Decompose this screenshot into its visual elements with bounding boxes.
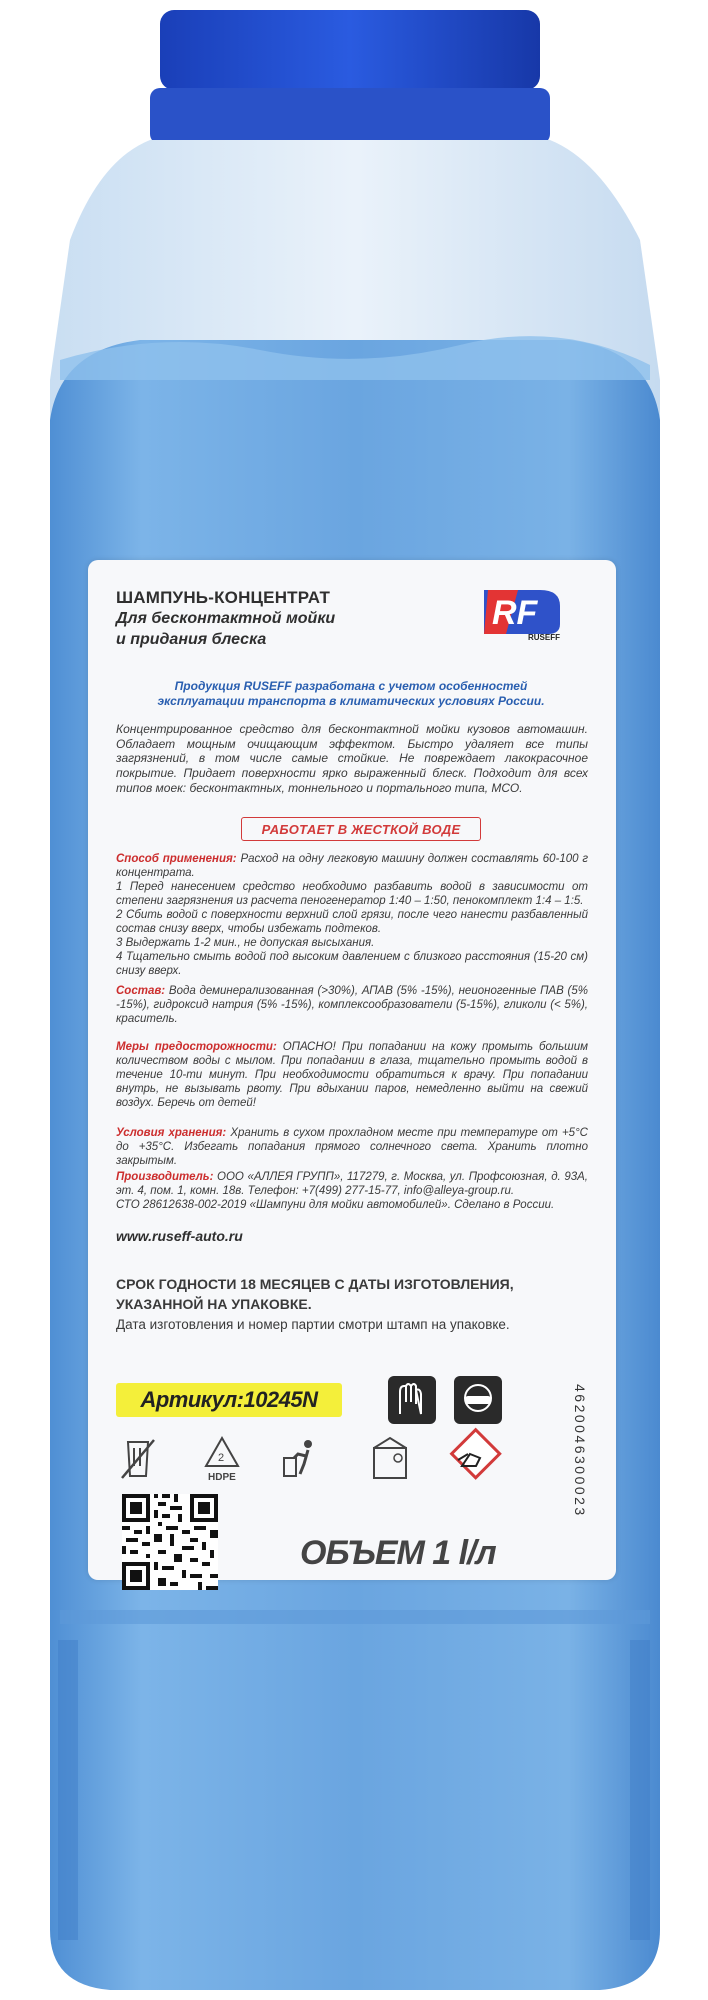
recycle-icon bbox=[200, 1434, 244, 1489]
hard-water-badge: РАБОТАЕТ В ЖЕСТКОЙ ВОДЕ bbox=[241, 817, 481, 841]
volume-text: ОБЪЕМ 1 l/л bbox=[300, 1534, 496, 1572]
recycle-number: 2 bbox=[218, 1452, 225, 1464]
usage-section bbox=[116, 852, 588, 978]
brand-logo bbox=[478, 584, 574, 640]
storage-text: Хранить в сухом прохладном месте при температуре от +5°С до +35°С. Избегать попадания прямого солнечного света. Хранить плотно закрытым. bbox=[116, 1127, 588, 1168]
composition-text: Вода деминерализованная (>30%), АПАВ (5% -15%), неионогенные ПАВ (5% -15%), гидроксид натрия (5% -15%), комплексообразователи (5-15%), гликоли (< 5%), краситель. bbox=[116, 985, 588, 1026]
gloves-icon bbox=[386, 1374, 438, 1431]
product-subtitle-1: Для бесконтактной мойки bbox=[116, 610, 336, 627]
brand-logo-text: RF bbox=[492, 594, 538, 632]
intro-text: Продукция RUSEFF разработана с учетом особенностей эксплуатации транспорта в климатических условиях России. bbox=[157, 679, 545, 708]
composition-heading: Состав: bbox=[116, 985, 166, 997]
manufacturer-standard: СТО 28612638-002-2019 «Шампуни для мойки автомобилей». Сделано в России. bbox=[116, 1199, 555, 1212]
composition-section bbox=[116, 984, 588, 1026]
shelf-life-line-2: УКАЗАННОЙ НА УПАКОВКЕ. bbox=[116, 1296, 312, 1312]
precautions-heading: Меры предосторожности: bbox=[116, 1041, 277, 1053]
usage-heading: Способ применения: bbox=[116, 853, 237, 865]
article-number: Артикул:10245N bbox=[116, 1383, 342, 1417]
no-food-container-icon bbox=[118, 1436, 158, 1487]
website: www.ruseff-auto.ru bbox=[116, 1228, 243, 1244]
manufacturer-heading: Производитель: bbox=[116, 1171, 214, 1183]
manufacturer-text: ООО «АЛЛЕЯ ГРУПП», 117279, г. Москва, ул. Профсоюзная, д. 93А, эт. 4, пом. 1, комн. 18в. Телефон: +7(499) 277-15-77, info@alleya-group.ru. bbox=[116, 1171, 588, 1198]
keep-from-sunlight-icon bbox=[368, 1434, 412, 1485]
dispose-properly-icon bbox=[278, 1434, 326, 1487]
usage-intro: Расход на одну легковую машину должен составлять 60-100 г концентрата. bbox=[116, 853, 589, 880]
shelf-life-line-1: СРОК ГОДНОСТИ 18 МЕСЯЦЕВ С ДАТЫ ИЗГОТОВЛЕНИЯ, bbox=[116, 1276, 514, 1292]
product-subtitle-2: и придания блеска bbox=[116, 631, 267, 648]
corrosive-hazard-icon bbox=[440, 1428, 500, 1493]
product-description: Концентрированное средство для бесконтактной мойки кузовов автомашин. Обладает мощным очищающим эффектом. Быстро удаляет все типы загрязнений, в том числе самые стойкие. Не повреждает лакокрасочное покрытие. Придает поверхности ярко выраженный блеск. Подходит для всех типов моек: бесконтактных, тоннельного и портального типа, МСО. bbox=[116, 722, 588, 795]
storage-heading: Условия хранения: bbox=[116, 1127, 227, 1139]
usage-step-4: 4 Тщательно смыть водой под высоким давлением с близкого расстояния (15-20 см) снизу вверх. bbox=[116, 951, 588, 978]
barcode bbox=[560, 1384, 588, 1584]
manufacturer-section bbox=[116, 1170, 588, 1212]
usage-step-3: 3 Выдержать 1-2 мин., не допуская высыхания. bbox=[116, 937, 375, 950]
precautions-text: ОПАСНО! При попадании на кожу промыть большим количеством воды с мылом. При попадании в глаза, тщательно промыть водой в течение 10-ти минут. При необходимости обратиться к врачу. При попадании внутрь, не вызывать рвоту. При вдыхании паров, немедленно выйти на свежий воздух. Беречь от детей! bbox=[116, 1041, 588, 1110]
precautions-section bbox=[116, 1040, 588, 1110]
cap bbox=[160, 10, 540, 90]
brand-name: RUSEFF bbox=[528, 633, 560, 642]
usage-step-2: 2 Сбить водой с поверхности верхний слой грязи, после чего нанести разбавленный состав снизу вверх, чтобы избежать подтеков. bbox=[116, 909, 588, 936]
barcode-digits: 4620046300023 bbox=[572, 1384, 588, 1518]
recycle-code: HDPE bbox=[208, 1472, 236, 1483]
storage-section bbox=[116, 1126, 588, 1168]
usage-step-1: 1 Перед нанесением средство необходимо разбавить водой в зависимости от степени загрязнения из расчета пеногенератор 1:40 – 1:50, пенокомплект 1:4 – 1:5. bbox=[116, 881, 588, 908]
goggles-icon bbox=[452, 1374, 504, 1431]
qr-code bbox=[122, 1494, 218, 1595]
shelf-life-line-3: Дата изготовления и номер партии смотри штамп на упаковке. bbox=[116, 1317, 510, 1332]
product-title: ШАМПУНЬ-КОНЦЕНТРАТ bbox=[116, 588, 331, 607]
